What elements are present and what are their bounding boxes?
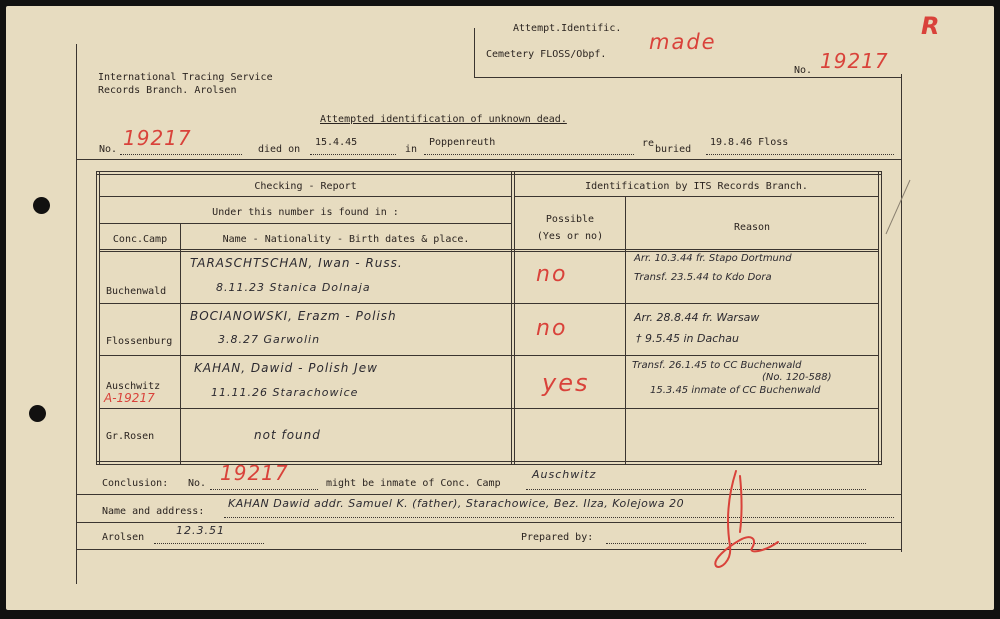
top-box-left-edge	[474, 28, 475, 78]
conclusion-no-value: 19217	[220, 461, 289, 485]
buried-value: 19.8.46 Floss	[710, 137, 789, 148]
reason-cell-line1: Transf. 26.1.45 to CC Buchenwald	[632, 360, 802, 371]
form-title: Attempted identification of unknown dead.	[320, 114, 567, 125]
corner-mark: R	[921, 12, 940, 40]
table-rule-5	[99, 355, 878, 356]
reason-cell-line2: Transf. 23.5.44 to Kdo Dora	[634, 272, 772, 283]
record-no-dots	[120, 154, 242, 155]
right-margin-line	[901, 74, 902, 552]
table-rule-3	[99, 249, 878, 250]
name-address-label: Name and address:	[102, 506, 205, 517]
name-cell-line2: 8.11.23 Stanica Dolnaja	[216, 281, 371, 294]
buried-dots	[706, 154, 894, 155]
in-label: in	[405, 144, 418, 155]
footer-date-value: 12.3.51	[176, 524, 225, 537]
camp-cell: Flossenburg	[106, 336, 173, 347]
table-rule-1b	[514, 196, 878, 197]
top-box-bottom-edge	[474, 77, 901, 78]
table-right-rule-2	[881, 171, 882, 465]
possible-cell: no	[536, 316, 568, 341]
under-number-header: Under this number is found in :	[212, 207, 399, 218]
name-cell-line1: TARASCHTSCHAN, Iwan - Russ.	[190, 256, 403, 270]
attempt-identific-label: Attempt.Identific.	[513, 23, 622, 34]
yes-or-no-header: (Yes or no)	[536, 231, 604, 242]
buried-label: buried	[655, 144, 692, 155]
died-on-value: 15.4.45	[315, 137, 358, 148]
conclusion-label: Conclusion:	[102, 478, 169, 489]
date-dots	[154, 543, 264, 544]
camp-cell: Gr.Rosen	[106, 431, 155, 442]
arolsen-label: Arolsen	[102, 532, 145, 543]
table-top-rule-2	[96, 174, 882, 175]
red-initials-signature	[706, 466, 796, 576]
possible-header: Possible	[545, 214, 595, 225]
top-no-label: No.	[794, 65, 813, 76]
table-rule-6	[99, 408, 878, 409]
name-cell-line2: 3.8.27 Garwolin	[218, 333, 321, 346]
camp-dots	[526, 489, 866, 490]
cemetery-label: Cemetery FLOSS/Obpf.	[486, 49, 607, 60]
table-rule-3b	[99, 251, 878, 252]
table-rule-1	[99, 196, 511, 197]
table-rule-4	[99, 303, 878, 304]
reason-cell-line2: (No. 120-588)	[762, 372, 832, 383]
record-line-rule	[76, 159, 901, 160]
name-cell-line2: 11.11.26 Starachowice	[211, 386, 359, 399]
conclusion-camp-value: Auschwitz	[532, 468, 597, 481]
reason-cell-line1: Arr. 28.8.44 fr. Warsaw	[634, 311, 760, 324]
name-cell-line1: KAHAN, Dawid - Polish Jew	[194, 361, 378, 375]
table-bottom-rule	[96, 461, 882, 462]
possible-cell: yes	[542, 369, 590, 397]
died-on-label: died on	[258, 144, 301, 155]
table-rule-2	[99, 223, 511, 224]
table-left-rule	[96, 171, 97, 465]
camp-col-rule	[180, 223, 181, 464]
punch-hole-bottom	[29, 405, 46, 422]
table-mid-rule	[511, 171, 512, 465]
possible-col-rule	[625, 196, 626, 464]
name-nationality-header: Name - Nationality - Birth dates & place.	[222, 234, 470, 245]
reason-cell-line2: † 9.5.45 in Dachau	[636, 332, 739, 345]
service-branch: Records Branch. Arolsen	[98, 85, 237, 96]
name-address-value: KAHAN Dawid addr. Samuel K. (father), Starachowice, Bez. Ilza, Kolejowa 20	[228, 497, 685, 510]
service-name: International Tracing Service	[98, 72, 273, 83]
top-no-value: 19217	[820, 49, 889, 73]
died-on-dots	[310, 154, 396, 155]
camp-note: A-19217	[104, 391, 155, 405]
conclusion-no-label: No.	[188, 478, 207, 489]
possible-cell: no	[536, 262, 568, 287]
name-cell-line1: not found	[254, 428, 321, 442]
reason-header: Reason	[733, 222, 771, 233]
might-be-label: might be inmate of Conc. Camp	[326, 478, 501, 489]
name-cell-line1: BOCIANOWSKI, Erazm - Polish	[190, 309, 397, 323]
conc-camp-header: Conc.Camp	[112, 234, 168, 245]
conclusion-no-dots	[210, 489, 318, 490]
table-bottom-rule-2	[96, 464, 882, 465]
checking-report-header: Checking - Report	[254, 181, 357, 192]
reason-cell-line1: Arr. 10.3.44 fr. Stapo Dortmund	[634, 253, 792, 264]
record-card	[6, 6, 994, 610]
table-right-rule	[878, 171, 879, 465]
camp-cell: Buchenwald	[106, 286, 167, 297]
identification-header: Identification by ITS Records Branch.	[585, 181, 808, 192]
record-no-label: No.	[99, 144, 118, 155]
punch-hole-top	[33, 197, 50, 214]
reason-cell-line3: 15.3.45 inmate of CC Buchenwald	[650, 385, 821, 396]
camp-cell: Auschwitz	[106, 381, 161, 392]
left-margin-line	[76, 44, 77, 584]
pencil-stroke	[884, 176, 914, 236]
place-value: Poppenreuth	[429, 137, 496, 148]
table-top-rule	[96, 171, 882, 172]
re-label: re	[642, 138, 655, 149]
place-dots	[424, 154, 634, 155]
prepared-by-label: Prepared by:	[521, 532, 594, 543]
made-annotation: made	[649, 30, 717, 54]
record-no-value: 19217	[123, 126, 192, 150]
